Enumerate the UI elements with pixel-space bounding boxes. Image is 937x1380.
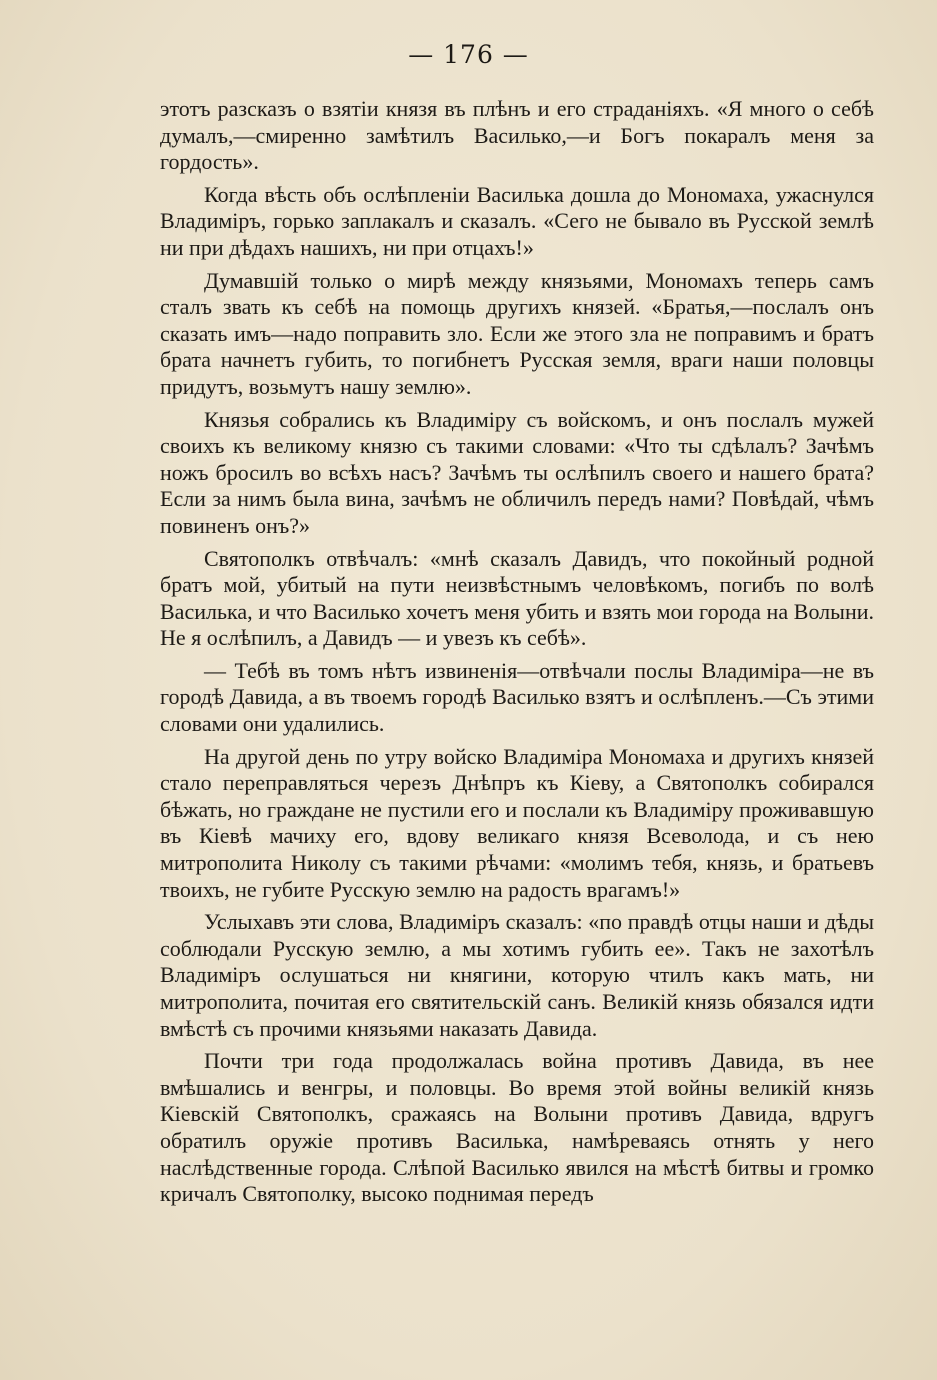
paragraph: — Тебѣ въ томъ нѣтъ извиненія—отвѣчали послы Владиміра—не въ городѣ Давида, а въ твоемъ городѣ Василько взятъ и ослѣпленъ.—Съ этими словами они удалились. — [160, 657, 874, 737]
paragraph: Почти три года продолжалась война противъ Давида, въ нее вмѣшались и венгры, и половцы. Во время этой войны великій князь Кіевскій Святополкъ, сражаясь на Волыни противъ Давида, вдругъ обратилъ оружіе противъ Василька, намѣреваясь отнять у него наслѣдственные города. Слѣпой Василько явился на мѣстѣ битвы и громко кричалъ Святополку, высоко поднимая передъ — [160, 1048, 874, 1207]
paragraph: Услыхавъ эти слова, Владиміръ сказалъ: «по правдѣ отцы наши и дѣды соблюдали Русскую землю, а мы хотимъ губить ее». Такъ не захотѣлъ Владиміръ ослушаться ни княгини, которую чтилъ какъ мать, ни митрополита, почитая его святительскій санъ. Великій князь обязался идти вмѣстѣ съ прочими князьями наказать Давида. — [160, 909, 874, 1041]
body-text — [160, 96, 874, 1214]
paragraph: Думавшій только о мирѣ между князьями, Мономахъ теперь самъ сталъ звать къ себѣ на помощь другихъ князей. «Братья,—послалъ онъ сказать имъ—надо поправить зло. Если же этого зла не поправимъ и братъ брата начнетъ губить, то погибнетъ Русская земля, враги наши половцы придутъ, возьмутъ нашу землю». — [160, 267, 874, 399]
paragraph: На другой день по утру войско Владиміра Мономаха и другихъ князей стало переправляться черезъ Днѣпръ къ Кіеву, а Святополкъ собирался бѣжать, но граждане не пустили его и послали къ Владиміру проживавшую въ Кіевѣ мачиху его, вдову великаго князя Всеволода, и съ нею митрополита Николу съ такими рѣчами: «молимъ тебя, князь, и братьевъ твоихъ, не губите Русскую землю на радость врагамъ!» — [160, 743, 874, 902]
paragraph: Князья собрались къ Владиміру съ войскомъ, и онъ послалъ мужей своихъ къ великому князю съ такими словами: «Что ты сдѣлалъ? Зачѣмъ ножъ бросилъ во всѣхъ насъ? Зачѣмъ ты ослѣпилъ своего и нашего брата? Если за нимъ была вина, зачѣмъ не обличилъ передъ нами? Повѣдай, чѣмъ повиненъ онъ?» — [160, 406, 874, 538]
paragraph: Когда вѣсть объ ослѣпленіи Василька дошла до Мономаха, ужаснулся Владиміръ, горько заплакалъ и сказалъ. «Сего не бывало въ Русской землѣ ни при дѣдахъ нашихъ, ни при отцахъ!» — [160, 181, 874, 260]
paragraph: этотъ разсказъ о взятіи князя въ плѣнъ и его страданіяхъ. «Я много о себѣ думалъ,—смиренно замѣтилъ Василько,—и Богъ покаралъ меня за гордость». — [160, 96, 874, 175]
page-number: — 176 — — [408, 40, 529, 69]
paragraph: Святополкъ отвѣчалъ: «мнѣ сказалъ Давидъ, что покойный родной братъ мой, убитый на пути неизвѣстнымъ человѣкомъ, погибъ по волѣ Василька, и что Василько хочетъ меня убить и взять мои города на Волыни. Не я ослѣпилъ, а Давидъ — и увезъ къ себѣ». — [160, 545, 874, 651]
